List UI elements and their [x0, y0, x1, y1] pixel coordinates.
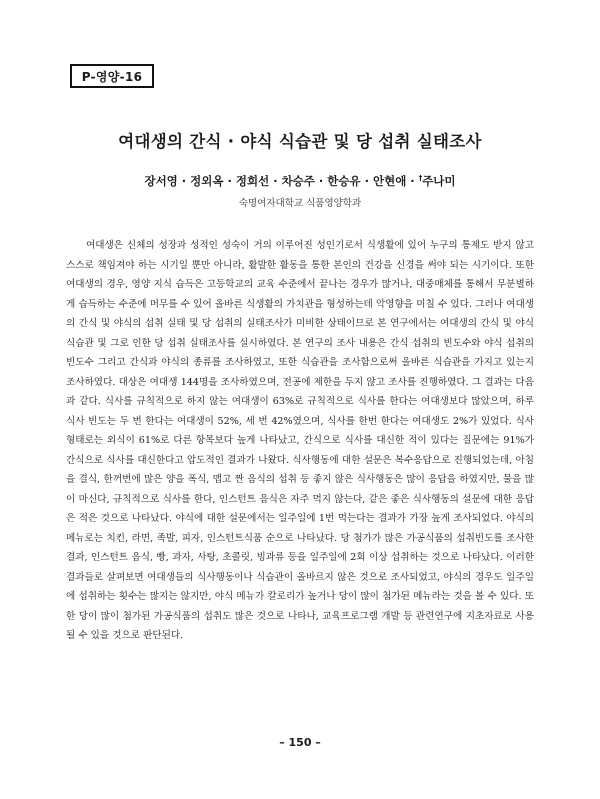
session-code-box: [70, 64, 154, 88]
corresponding-mark: †: [418, 174, 423, 183]
paper-title: 여대생의 간식 · 야식 식습관 및 당 섭취 실태조사: [118, 132, 482, 151]
page-number: – 150 –: [279, 736, 321, 749]
authors-main: 장서영 · 정외옥 · 정희선 · 차승주 · 한승유 · 안현애 ·: [144, 174, 419, 188]
affiliation: 숙명여자대학교 식품영양학과: [238, 198, 362, 209]
abstract-body: 여대생은 신체의 성장과 성적인 성숙이 거의 이루어진 성인기로서 식생활에 있어 누구의 통제도 받지 않고 스스로 책임져야 하는 시기일 뿐만 아니라, 활발한 활동을 통한 본인의 건강을 신경을 써야 되는 시기이다. 또한 여대생의 경우, 영양 지식 습득은 고등학교의 교육 수준에서 끝나는 경우가 많거나, 대중매체를 통해서 무분별하게 습득하는 수준에 머무를 수 있어 올바른 식생활의 가치관을 형성하는데 악영향을 미칠 수 있다. 그러나 여대생의 간식 및 야식의 섭취 실태 및 당 섭취의 실태조사가 미비한 상태이므로 본 연구에서는 여대생의 간식 및 야식 식습관 및 그로 인한 당 섭취 실태조사를 실시하였다. 본 연구의 조사 내용은 간식 섭취의 빈도수와 야식 섭취의 빈도수 그리고 간식과 야식의 종류를 조사하였고, 또한 식습관을 조사함으로써 올바른 식습관을 가지고 있는지 조사하였다. 대상은 여대생 144명을 조사하였으며, 전공에 제한을 두지 않고 조사를 진행하였다. 그 결과는 다음과 같다. 식사를 규칙적으로 하지 않는 여대생이 63%로 규칙적으로 식사를 한다는 여대생보다 많았으며, 하루 식사 빈도는 두 번 한다는 여대생이 52%, 세 번 42%였으며, 식사를 한번 한다는 여대생도 2%가 있었다. 식사 형태로는 외식이 61%로 다른 항목보다 높게 나타났고, 간식으로 식사를 대신한 적이 있다는 질문에는 91%가 간식으로 식사를 대신한다고 압도적인 결과가 나왔다. 식사행동에 대한 설문은 복수응답으로 진행되었는데, 아침을 결식, 한꺼번에 많은 양을 폭식, 맵고 짠 음식의 섭취 등 좋지 않은 식사행동은 많이 응답을 하였지만, 물을 많이 마신다, 규칙적으로 식사를 한다, 인스턴트 음식은 자주 먹지 않는다, 같은 좋은 식사행동의 설문에 대한 응답은 적은 것으로 나타났다. 야식에 대한 설문에서는 일주일에 1번 먹는다는 결과가 가장 높게 조사되었다. 야식의 메뉴로는 치킨, 라면, 족발, 피자, 인스턴트식품 순으로 나타났다. 당 첨가가 많은 가공식품의 섭취빈도를 조사한 결과, 인스턴트 음식, 빵, 과자, 사탕, 초콜릿, 빙과류 등을 일주일에 2회 이상 섭취하는 것으로 나타났다. 이러한 결과들로 살펴보면 여대생들의 식사행동이나 식습관이 올바르지 않은 것으로 조사되었고, 야식의 경우도 일주일에 섭취하는 횟수는 많지는 않지만, 야식 메뉴가 칼로리가 높거나 당이 많이 첨가된 메뉴라는 것을 볼 수 있다. 또한 당이 많이 첨가된 가공식품의 섭취도 많은 것으로 나타나, 교육프로그램 개발 등 관련연구에 지초자료로 사용될 수 있을 것으로 판단된다.: [66, 240, 534, 641]
author-list: [0, 173, 600, 189]
session-code: P-영양-16: [81, 69, 143, 84]
corresponding-author: 주나미: [422, 174, 456, 188]
